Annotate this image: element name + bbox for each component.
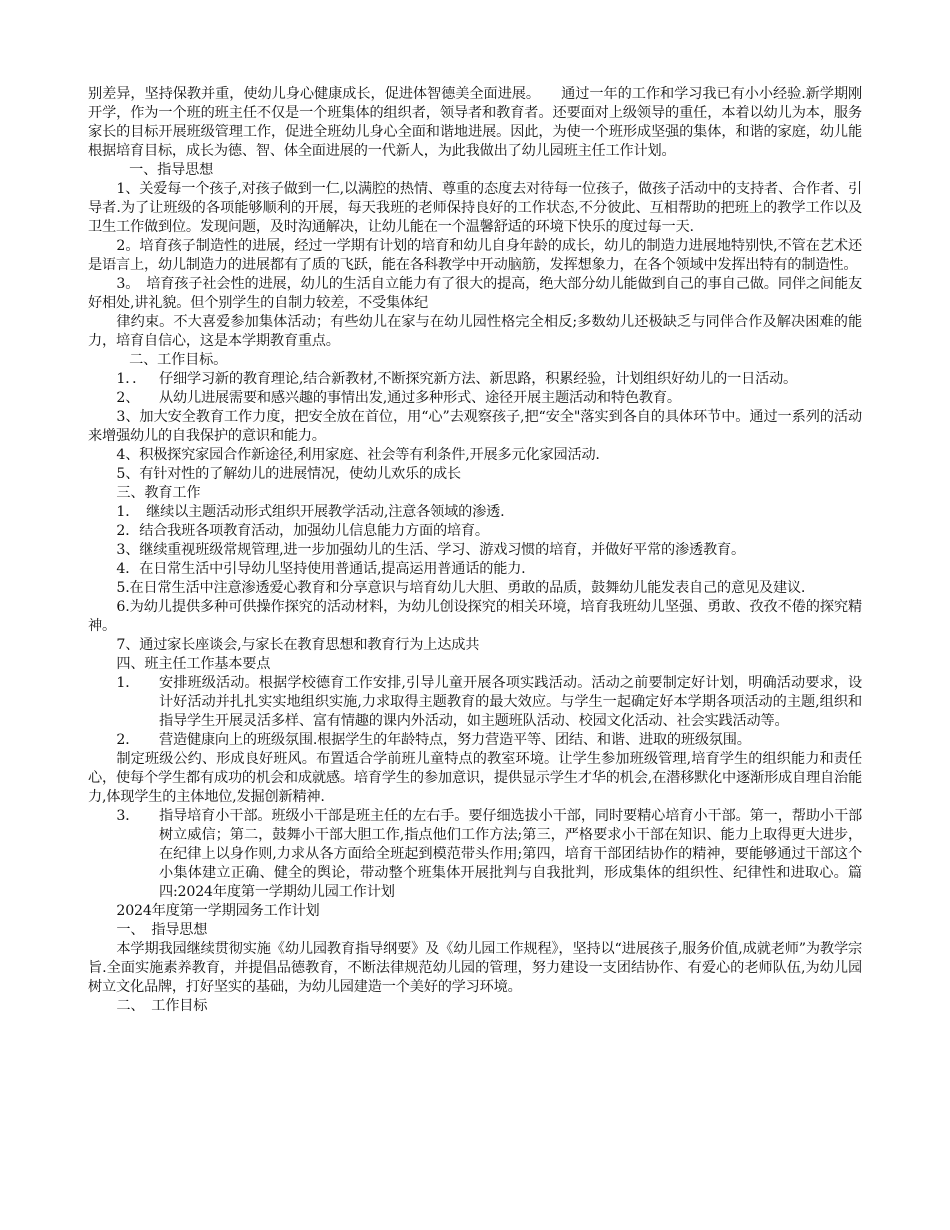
body-paragraph: 3、继续重视班级常规管理,进一步加强幼儿的生活、学习、游戏习惯的培育，并做好平常的渗透教育。	[116, 542, 745, 558]
item-number: 2、	[116, 390, 140, 406]
body-paragraph: 三、教育工作	[116, 485, 201, 501]
body-paragraph: 本学期我园继续贯彻实施《幼儿园教育指导纲要》及《幼儿园工作规程》，坚持以“进展孩子,服务价值,成就老师”为教学宗旨.全面实施素养教育，并提倡品德教育，不断法律规范幼儿园的管理，努力建设一支团结协作、有爱心的老师队伍,为幼儿园树立文化品牌，打好坚实的基础，为幼儿园建造一个美好的学习环境。	[88, 941, 862, 995]
body-paragraph: 1． 继续以主题活动形式组织开展教学活动,注意各领域的渗透.	[116, 504, 505, 520]
body-paragraph: 四、班主任工作基本要点	[116, 656, 271, 672]
item-number: 1．	[116, 675, 140, 691]
body-paragraph: 2。培育孩子制造性的进展，经过一学期有计划的培育和幼儿自身年龄的成长，幼儿的制造力进展地特别快,不管在艺术还是语言上，幼儿制造力的进展都有了质的飞跃，能在各科教学中开动脑筋，发挥想象力，在各个领域中发挥出特有的制造性。	[88, 238, 862, 273]
body-paragraph: 别差异，坚持保教并重，使幼儿身心健康成长，促进体智德美全面进展。 通过一年的工作和学习我已有小小经验.新学期刚开学，作为一个班的班主任不仅是一个班集体的组织者，领导者和教育者。还要面对上级领导的重任，本着以幼儿为本，服务家长的目标开展班级管理工作，促进全班幼儿身心全面和谐地进展。因此，为使一个班形成坚强的集体，和谐的家庭，幼儿能根据培育目标，成长为德、智、体全面进展的一代新人，为此我做出了幼儿园班主任工作计划。	[88, 86, 862, 159]
item-text: 从幼儿进展需要和感兴趣的事情出发,通过多种形式、途径开展主题活动和特色教育。	[158, 390, 681, 406]
item-number: 1．．	[116, 371, 147, 387]
body-paragraph: 律约束。不大喜爱参加集体活动；有些幼儿在家与在幼儿园性格完全相反;多数幼儿还极缺乏与同伴合作及解决困难的能力，培育自信心，这是本学期教育重点。	[88, 314, 862, 349]
numbered-paragraph	[88, 370, 862, 389]
item-text: 仔细学习新的教育理论,结合新教材,不断探究新方法、新思路，积累经验，计划组织好幼儿的一日活动。	[158, 371, 798, 387]
body-paragraph: 一、 指导思想	[116, 922, 208, 938]
body-paragraph: 4．在日常生活中引导幼儿坚持使用普通话,提高运用普通话的能力.	[116, 561, 526, 577]
item-number: 2．	[116, 732, 140, 748]
item-text: 安排班级活动。根据学校德育工作安排,引导儿童开展各项实践活动。活动之前要制定好计划，明确活动要求，设计好活动并扎扎实实地组织实施,力求取得主题教育的最大效应。与学生一起确定好本学期各项活动的主题,组织和指导学生开展灵活多样、富有情趣的课内外活动，如主题班队活动、校园文化活动、社会实践活动等。	[158, 675, 862, 729]
section-heading: 一、指导思想	[129, 162, 214, 178]
numbered-paragraph	[88, 807, 862, 902]
section-heading: 二、工作目标。	[129, 352, 228, 368]
numbered-paragraph	[88, 731, 862, 750]
item-text: 营造健康向上的班级氛围.根据学生的年龄特点，努力营造平等、团结、和谐、进取的班级氛围。	[158, 732, 751, 748]
item-number: 3．	[116, 808, 140, 824]
item-text: 指导培育小干部。班级小干部是班主任的左右手。要仔细选拔小干部，同时要精心培育小干部。第一，帮助小干部树立威信；第二，鼓舞小干部大胆工作,指点他们工作方法;第三，严格要求小干部在知识、能力上取得更大进步，在纪律上以身作则,力求从各方面给全班起到模范带头作用;第四，培育干部团结协作的精神，要能够通过干部这个小集体建立正确、健全的舆论，带动整个班集体开展批判与自我批判，形成集体的组织性、纪律性和进取心。篇四:2024年度第一学期幼儿园工作计划	[158, 808, 862, 900]
body-paragraph: 7、通过家长座谈会,与家长在教育思想和教育行为上达成共	[116, 637, 480, 653]
body-paragraph: 5、有针对性的了解幼儿的进展情况，使幼儿欢乐的成长	[116, 466, 461, 482]
body-paragraph: 制定班级公约、形成良好班风。布置适合学前班儿童特点的教室环境。让学生参加班级管理,培育学生的组织能力和责任心，使每个学生都有成功的机会和成就感。培育学生的参加意识，提供显示学生才华的机会,在潜移默化中逐渐形成自理自治能力,体现学生的主体地位,发掘创新精神.	[88, 751, 862, 805]
body-paragraph: 3、加大安全教育工作力度，把安全放在首位，用“心”去观察孩子,把“安全"落实到各自的具体环节中。通过一系列的活动来增强幼儿的自我保护的意识和能力。	[88, 409, 862, 444]
numbered-paragraph	[88, 674, 862, 731]
body-paragraph: 4、积极探究家园合作新途径,利用家庭、社会等有利条件,开展多元化家园活动.	[116, 447, 600, 463]
body-paragraph: 2024年度第一学期园务工作计划	[116, 903, 320, 919]
body-paragraph: 1、关爱每一个孩子,对孩子做到一仁,以满腔的热情、尊重的态度去对待每一位孩子，做孩子活动中的支持者、合作者、引导者.为了让班级的各项能够顺利的开展，每天我班的老师保持良好的工作状态,不分彼此、互相帮助的把班上的教学工作以及卫生工作做到位。发现问题，及时沟通解决，让幼儿能在一个温馨舒适的环境下快乐的度过每一天.	[88, 181, 862, 235]
body-paragraph: 6.为幼儿提供多种可供操作探究的活动材料，为幼儿创设探究的相关环境，培育我班幼儿坚强、勇敢、孜孜不倦的探究精神。	[88, 599, 862, 634]
body-paragraph: 5.在日常生活中注意渗透爱心教育和分享意识与培育幼儿大胆、勇敢的品质，鼓舞幼儿能发表自己的意见及建议.	[116, 580, 806, 596]
body-paragraph: 二、 工作目标	[116, 998, 208, 1014]
body-paragraph: 2．结合我班各项教育活动，加强幼儿信息能力方面的培育。	[116, 523, 489, 539]
body-paragraph: 3。 培育孩子社会性的进展，幼儿的生活自立能力有了很大的提高，绝大部分幼儿能做到自己的事自己做。同伴之间能友好相处,讲礼貌。但个别学生的自制力较差，不受集体纪	[88, 276, 862, 311]
numbered-paragraph	[88, 389, 862, 408]
